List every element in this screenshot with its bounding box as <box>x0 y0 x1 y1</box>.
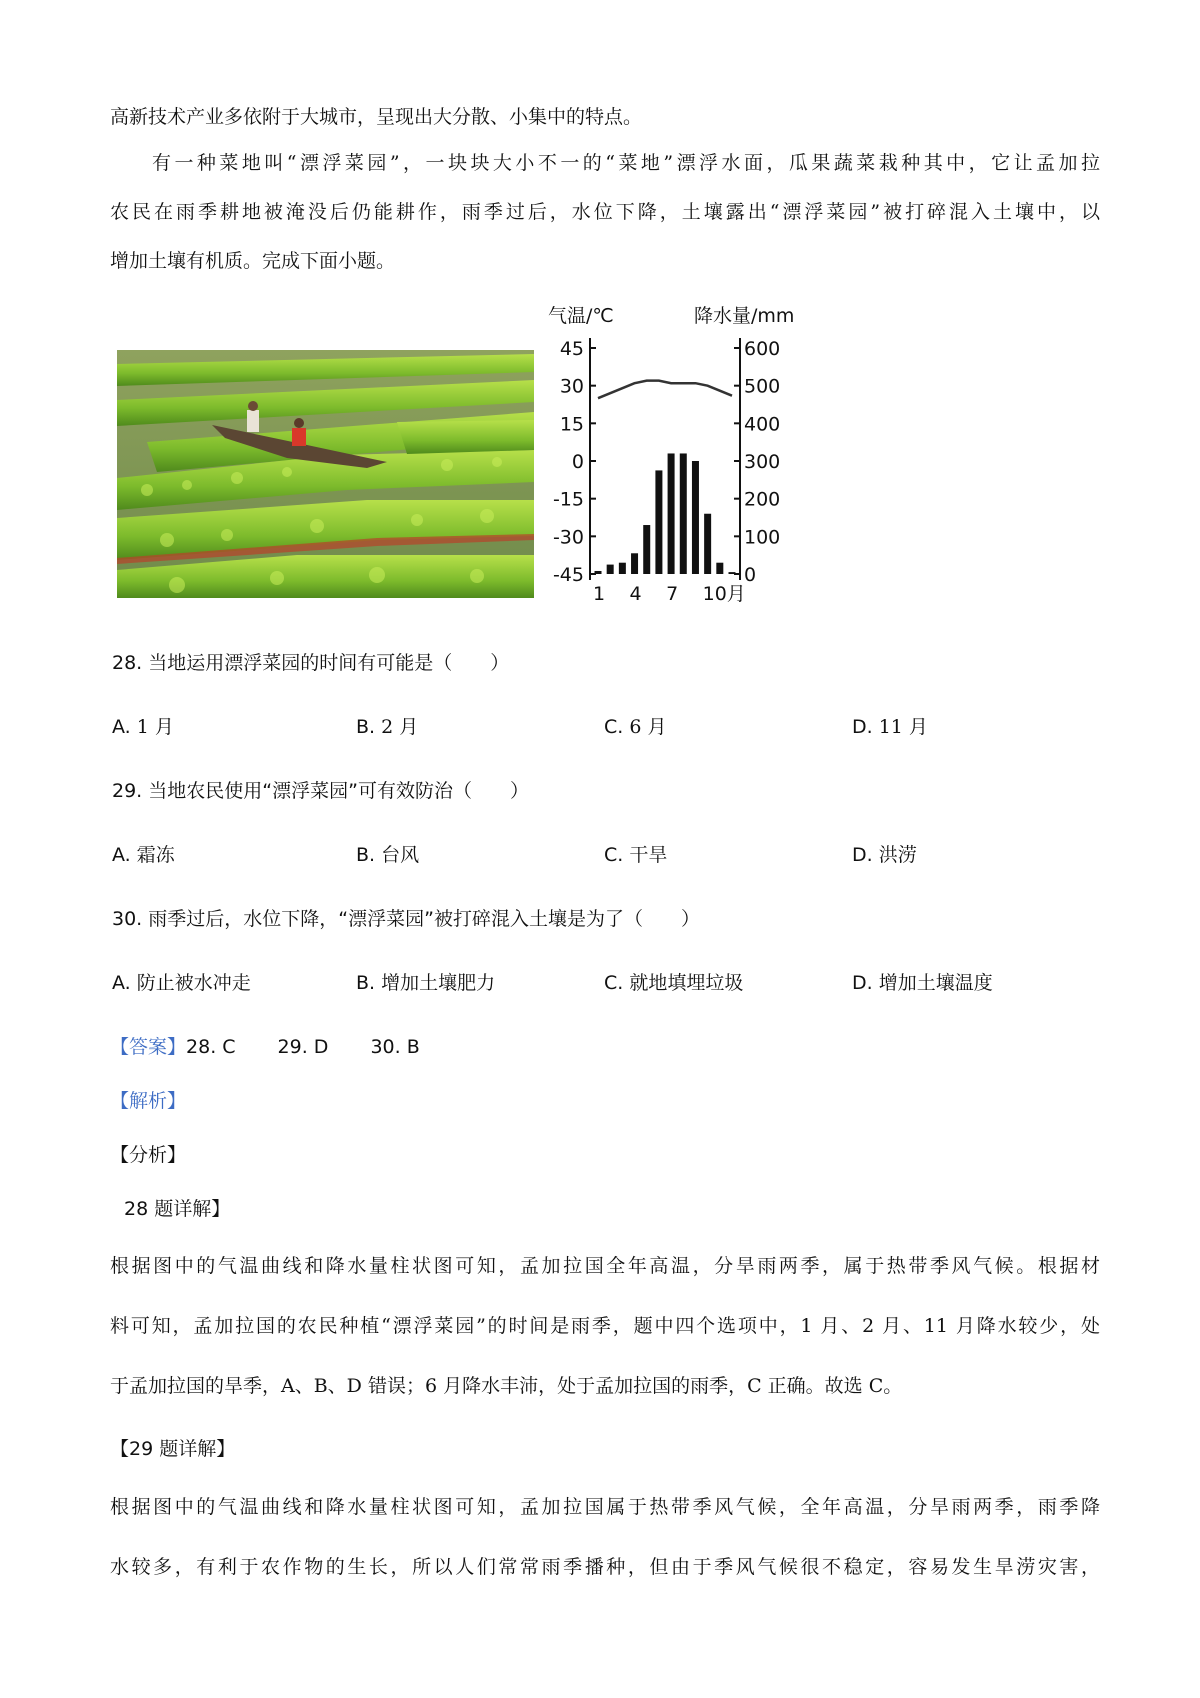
q29-option-c-letter: C. <box>604 844 624 866</box>
q28-option-b <box>356 714 418 740</box>
temp-tick-label: 30 <box>559 375 584 398</box>
answer-29: 29. D <box>277 1036 329 1058</box>
q29-option-c-text: 干旱 <box>623 844 668 866</box>
q29-option-d-letter: D. <box>852 844 873 866</box>
q28-option-a-letter: A. <box>112 716 131 738</box>
month-tick-label: 7 <box>666 583 679 605</box>
analysis-label: 【解析】 <box>110 1090 187 1112</box>
climate-chart <box>548 300 810 612</box>
precipitation-bar <box>619 563 626 574</box>
q28-option-b-letter: B. <box>356 716 376 738</box>
answer-28: 28. C <box>186 1036 236 1058</box>
month-tick-label: 1 <box>593 583 606 605</box>
question-30-stem: 30. 雨季过后，水位下降，“漂浮菜园”被打碎混入土壤是为了（ ） <box>112 908 700 930</box>
precipitation-bar <box>716 563 723 574</box>
q29-option-d <box>852 842 917 868</box>
precipitation-bar <box>729 572 736 574</box>
q30-option-d-text: 增加土壤温度 <box>872 972 993 994</box>
question-29-stem: 29. 当地农民使用“漂浮菜园”可有效防治（ ） <box>112 780 529 802</box>
q28-detail-heading: 28 题详解】 <box>124 1198 231 1220</box>
q30-option-c-text: 就地填埋垃圾 <box>623 972 744 994</box>
q28-option-d-letter: D. <box>852 716 873 738</box>
temperature-axis-label: 气温/℃ <box>548 305 614 327</box>
precipitation-bar <box>692 461 699 574</box>
q28-option-a <box>112 714 174 740</box>
q28-detail-line-2: 料可知，孟加拉国的农民种植“漂浮菜园”的时间是雨季，题中四个选项中，1 月、2 月、11 月降水较少，处 <box>110 1315 1100 1337</box>
q28-detail-line-1: 根据图中的气温曲线和降水量柱状图可知，孟加拉国全年高温，分旱雨两季，属于热带季风气候。根据材 <box>110 1255 1100 1277</box>
q30-option-c <box>604 970 743 996</box>
intro-paragraph-line-1: 有一种菜地叫“漂浮菜园”，一块块大小不一的“菜地”漂浮水面，瓜果蔬菜栽种其中，它让孟加拉 <box>152 152 1100 174</box>
q28-option-a-text: 1 月 <box>130 716 174 738</box>
q30-option-c-letter: C. <box>604 972 624 994</box>
month-tick-label: 4 <box>629 583 642 605</box>
q29-option-a <box>112 842 175 868</box>
temp-tick-label: 45 <box>559 338 584 360</box>
q30-option-a <box>112 970 251 996</box>
q29-option-b-letter: B. <box>356 844 376 866</box>
temp-tick-label: 0 <box>571 451 584 473</box>
q28-option-c-letter: C. <box>604 716 624 738</box>
temp-tick-label: -15 <box>552 488 584 511</box>
q30-option-b-letter: B. <box>356 972 376 994</box>
q30-option-b <box>356 970 495 996</box>
precip-tick-label: 0 <box>744 564 757 586</box>
precip-tick-label: 400 <box>744 413 781 436</box>
floating-garden-illustration <box>117 350 534 598</box>
precipitation-bar <box>595 571 602 574</box>
q29-option-a-letter: A. <box>112 844 131 866</box>
q29-option-d-text: 洪涝 <box>872 844 917 866</box>
intro-paragraph-line-3: 增加土壤有机质。完成下面小题。 <box>110 250 396 272</box>
q29-option-a-text: 霜冻 <box>130 844 175 866</box>
q28-option-c <box>604 714 666 740</box>
q30-option-a-text: 防止被水冲走 <box>130 972 251 994</box>
q30-option-d <box>852 970 993 996</box>
precip-tick-label: 500 <box>744 375 781 398</box>
precipitation-bar <box>704 514 711 574</box>
precip-tick-label: 200 <box>744 488 781 511</box>
precipitation-axis-label: 降水量/mm <box>694 305 795 327</box>
q29-option-b-text: 台风 <box>375 844 420 866</box>
answer-30: 30. B <box>370 1036 420 1058</box>
precipitation-bar <box>607 565 614 574</box>
intro-line-0: 高新技术产业多依附于大城市，呈现出大分散、小集中的特点。 <box>110 106 643 128</box>
precip-tick-label: 100 <box>744 526 781 549</box>
q30-option-b-text: 增加土壤肥力 <box>375 972 496 994</box>
answer-row <box>110 1034 420 1060</box>
temp-tick-label: 15 <box>559 413 584 436</box>
q28-option-d <box>852 714 928 740</box>
precipitation-bar <box>631 553 638 574</box>
precipitation-bar <box>643 525 650 574</box>
q30-option-d-letter: D. <box>852 972 873 994</box>
temp-tick-label: -45 <box>552 564 584 586</box>
q29-option-b <box>356 842 419 868</box>
precipitation-bar <box>680 453 687 574</box>
precip-tick-label: 600 <box>744 338 781 360</box>
q28-option-b-text: 2 月 <box>375 716 419 738</box>
q29-option-c <box>604 842 667 868</box>
intro-paragraph-line-2: 农民在雨季耕地被淹没后仍能耕作，雨季过后，水位下降，土壤露出“漂浮菜园”被打碎混入土壤中，以 <box>110 201 1100 223</box>
temperature-curve <box>598 381 732 399</box>
month-tick-label: 10月 <box>702 583 746 605</box>
fenxi-label: 【分析】 <box>110 1144 187 1166</box>
q29-detail-line-2: 水较多，有利于农作物的生长，所以人们常常雨季播种，但由于季风气候很不稳定，容易发生旱涝灾害， <box>110 1556 1100 1578</box>
answer-label: 【答案】 <box>110 1036 187 1058</box>
q28-option-c-text: 6 月 <box>623 716 667 738</box>
precip-tick-label: 300 <box>744 451 781 473</box>
question-28-stem: 28. 当地运用漂浮菜园的时间有可能是（ ） <box>112 652 510 674</box>
q29-detail-line-1: 根据图中的气温曲线和降水量柱状图可知，孟加拉国属于热带季风气候，全年高温，分旱雨两季，雨季降 <box>110 1496 1100 1518</box>
precipitation-bar <box>655 470 662 574</box>
floating-garden-photo <box>117 350 534 598</box>
temp-tick-label: -30 <box>552 526 584 549</box>
precipitation-bar <box>668 453 675 574</box>
q29-detail-heading: 【29 题详解】 <box>110 1438 236 1460</box>
q28-option-d-text: 11 月 <box>872 716 928 738</box>
q28-detail-line-3: 于孟加拉国的旱季，A、B、D 错误；6 月降水丰沛，处于孟加拉国的雨季，C 正确。故选 C。 <box>110 1375 903 1397</box>
q30-option-a-letter: A. <box>112 972 131 994</box>
